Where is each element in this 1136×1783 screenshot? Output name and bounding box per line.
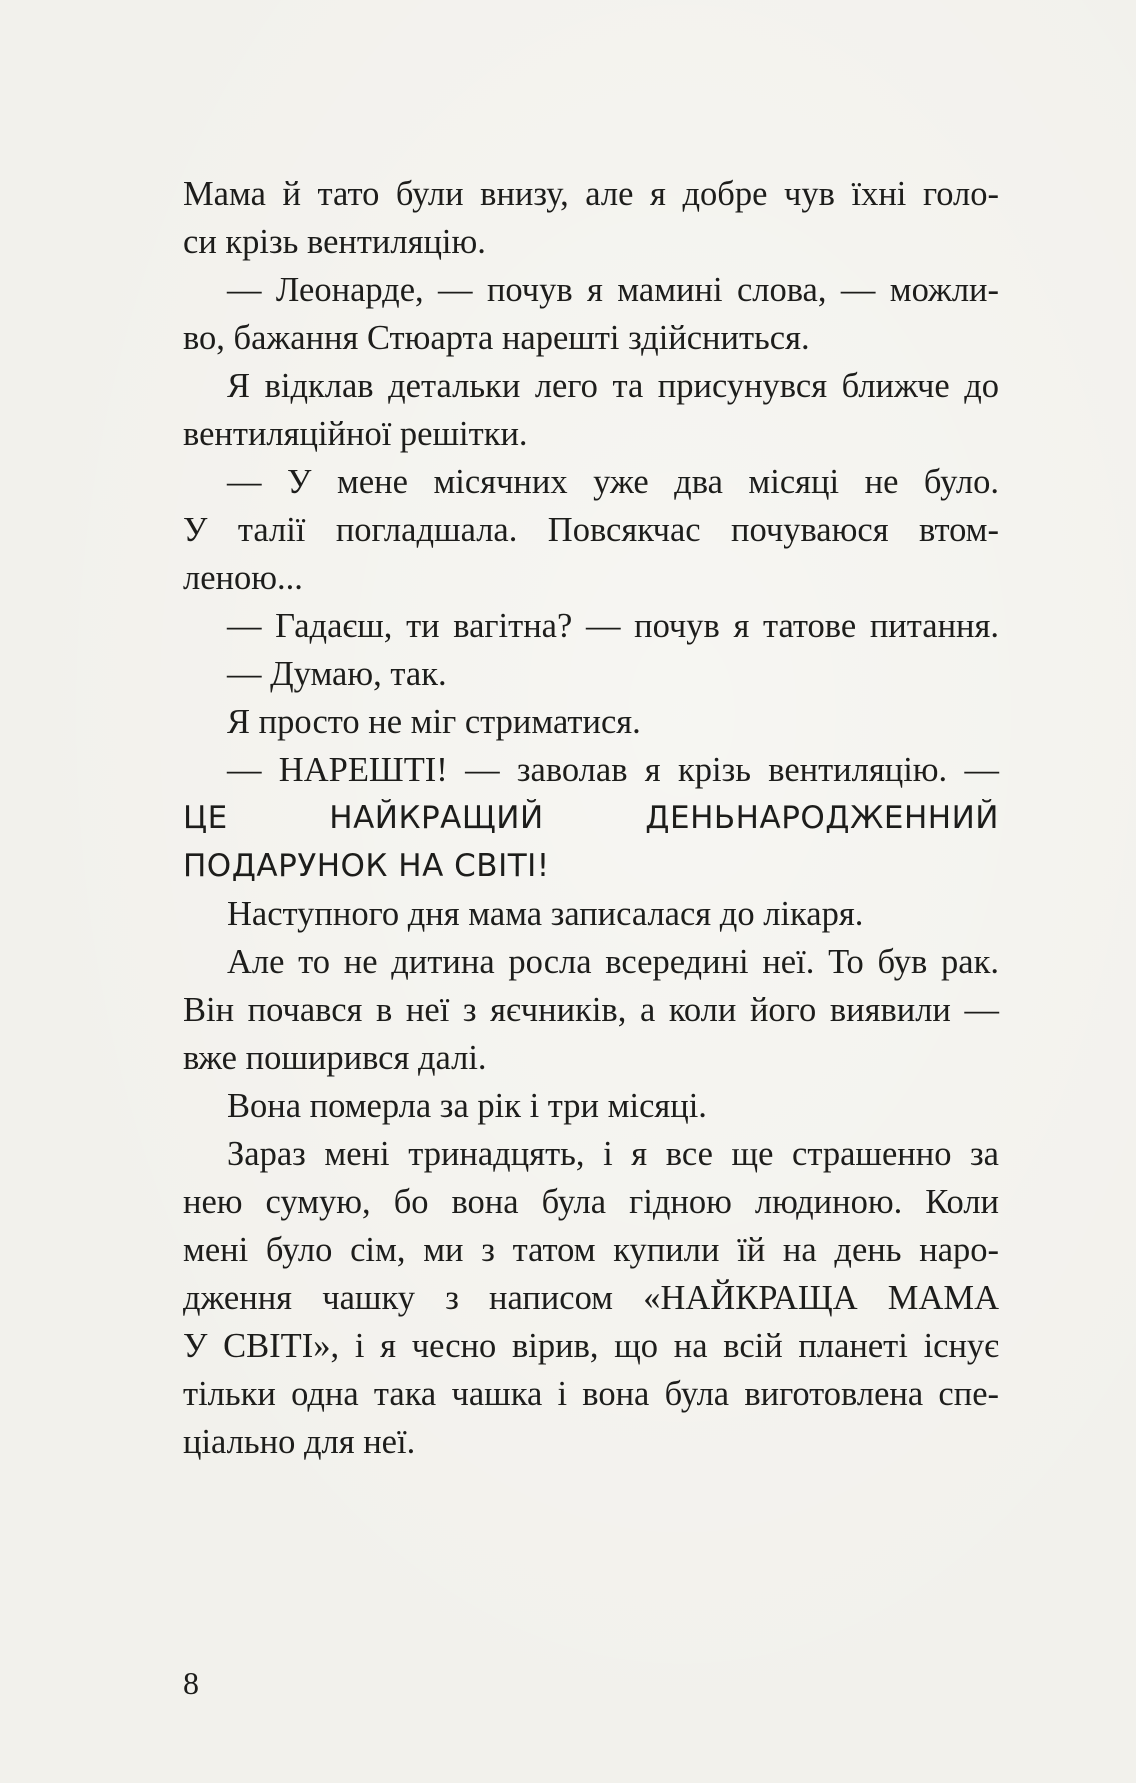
text-line: Мама й тато були внизу, але я добре чув їхні голо- <box>183 175 999 213</box>
text-line: ціально для неї. <box>183 1423 416 1461</box>
text-line: — Гадаєш, ти вагітна? — почув я татове питання. <box>227 607 999 645</box>
text-line: — НАРЕШТІ! — заволав я крізь вентиляцію. — <box>227 751 999 789</box>
text-line: вже поширився далі. <box>183 1039 487 1077</box>
text-line: мені було сім, ми з татом купили їй на день наро- <box>183 1231 999 1269</box>
text-line: У талії погладшала. Повсякчас почуваюся втом- <box>183 511 999 549</box>
text-line: У СВІТІ», і я чесно вірив, що на всій планеті існує <box>183 1327 999 1365</box>
text-line: нею сумую, бо вона була гідною людиною. Коли <box>183 1183 999 1221</box>
text-line: ПОДАРУНОК НА СВІТІ! <box>183 848 550 884</box>
text-line: си крізь вентиляцію. <box>183 223 486 261</box>
text-line: Я просто не міг стриматися. <box>227 703 641 741</box>
text-line: Зараз мені тринадцять, і я все ще страшенно за <box>227 1135 999 1173</box>
text-line: ЦЕ НАЙКРАЩИЙ ДЕНЬНАРОДЖЕННИЙ <box>183 800 999 836</box>
text-line: тільки одна така чашка і вона була виготовлена спе- <box>183 1375 999 1413</box>
text-line: Вона померла за рік і три місяці. <box>227 1087 707 1125</box>
text-line: Я відклав детальки лего та присунувся ближче до <box>227 367 999 405</box>
text-line: Але то не дитина росла всередині неї. То був рак. <box>227 943 999 981</box>
text-line: — У мене місячних уже два місяці не було. <box>227 463 999 501</box>
text-line: — Думаю, так. <box>227 655 447 693</box>
text-line: Наступного дня мама записалася до лікаря. <box>227 895 864 933</box>
page-number: 8 <box>183 1665 199 1701</box>
text-line: — Леонарде, — почув я мамині слова, — можли- <box>227 271 999 309</box>
text-line: вентиляційної решітки. <box>183 415 528 453</box>
text-line: во, бажання Стюарта нарешті здійсниться. <box>183 319 810 357</box>
text-line: леною... <box>183 559 303 597</box>
text-line: дження чашку з написом «НАЙКРАЩА МАМА <box>183 1279 999 1317</box>
text-line: Він почався в неї з яєчників, а коли його виявили — <box>183 991 999 1029</box>
